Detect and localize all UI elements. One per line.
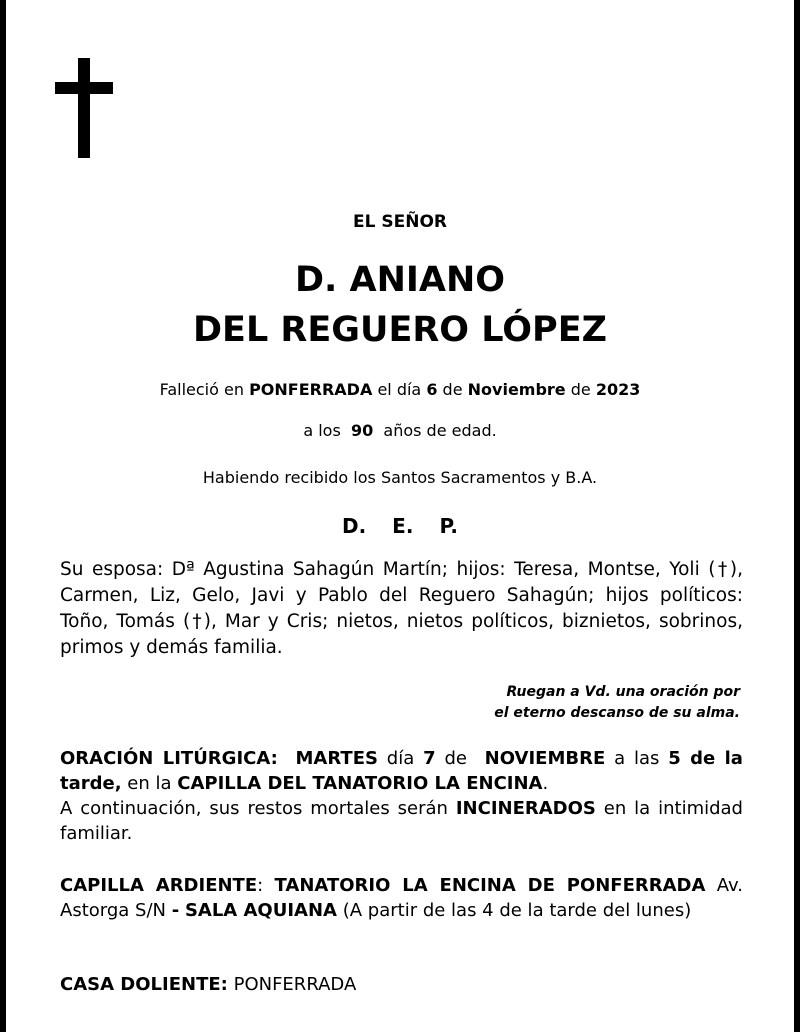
- death-info: Falleció en PONFERRADA el día 6 de Noviembre de 2023: [159, 380, 641, 399]
- family-paragraph: Su esposa: Dª Agustina Sahagún Martín; hijos: Teresa, Montse, Yoli (†), Carmen, Liz, Gelo, Javi y Pablo del Reguero Sahagún; hijos políticos: Toño, Tomás (†), Mar y Cris; nietos, nietos políticos, biznietos, sobrinos, primos y demás familia.: [60, 559, 743, 658]
- title-el-senor: EL SEÑOR: [353, 212, 447, 232]
- dep-initials: D. E. P.: [341, 514, 459, 538]
- funeral-chapel-paragraph: CAPILLA ARDIENTE: TANATORIO LA ENCINA DE PONFERRADA Av. Astorga S/N - SALA AQUIANA (A partir de las 4 de la tarde del lunes): [60, 875, 743, 921]
- deceased-name-line2: DEL REGUERO LÓPEZ: [192, 310, 607, 350]
- age-info: a los 90 años de edad.: [303, 421, 497, 440]
- latin-cross-icon: [55, 58, 113, 158]
- deceased-name-line1: D. ANIANO: [294, 260, 506, 300]
- mourning-house: CASA DOLIENTE: PONFERRADA: [60, 974, 357, 995]
- sacraments-text: Habiendo recibido los Santos Sacramentos y B.A.: [202, 468, 598, 487]
- prayer-request: Ruegan a Vd. una oración por el eterno descanso de su alma.: [494, 684, 740, 721]
- liturgical-prayer-paragraph: ORACIÓN LITÚRGICA: MARTES día 7 de NOVIEMBRE a las 5 de la tarde, en la CAPILLA DEL TANATORIO LA ENCINA. A continuación, sus restos mortales serán INCINERADOS en la intimidad familiar.: [60, 748, 743, 844]
